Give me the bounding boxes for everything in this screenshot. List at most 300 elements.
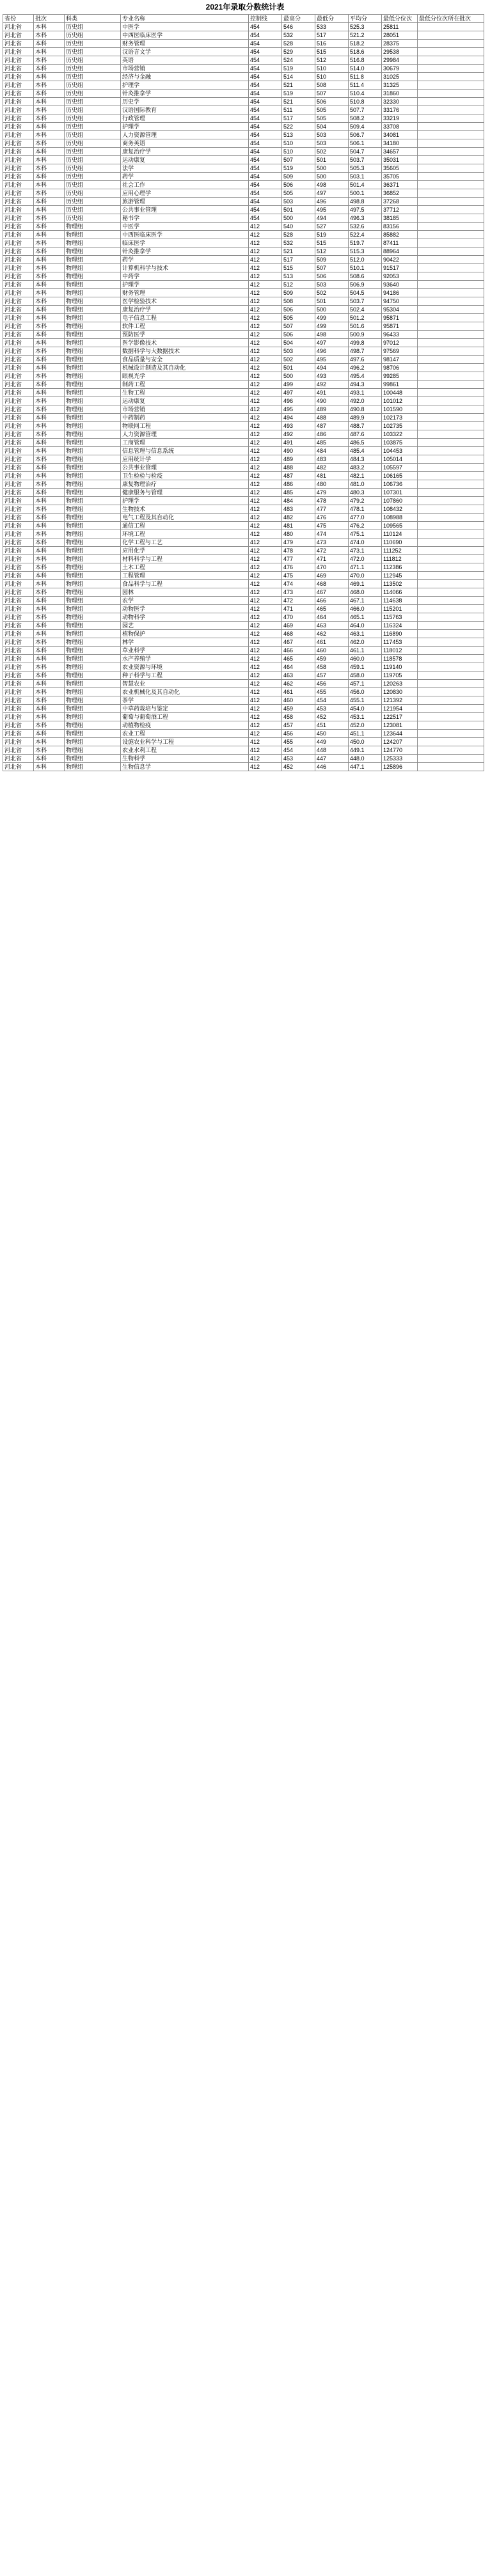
table-cell: 物理组 bbox=[65, 746, 121, 755]
table-cell: 412 bbox=[249, 763, 282, 771]
table-row bbox=[3, 98, 484, 106]
table-cell: 460 bbox=[315, 647, 349, 655]
table-cell: 507 bbox=[282, 322, 315, 331]
table-cell: 公共事业管理 bbox=[121, 206, 249, 214]
table-cell bbox=[418, 688, 484, 696]
table-row bbox=[3, 688, 484, 696]
table-cell: 河北省 bbox=[3, 580, 34, 588]
table-cell: 454 bbox=[249, 139, 282, 148]
table-cell: 中西医临床医学 bbox=[121, 231, 249, 239]
table-cell: 本科 bbox=[34, 622, 65, 630]
table-cell: 412 bbox=[249, 339, 282, 347]
table-cell: 465 bbox=[282, 655, 315, 663]
table-cell: 中药学 bbox=[121, 272, 249, 281]
table-cell: 450.0 bbox=[349, 738, 382, 746]
table-cell bbox=[418, 164, 484, 173]
table-cell: 物理组 bbox=[65, 514, 121, 522]
table-cell: 历史组 bbox=[65, 31, 121, 40]
table-cell: 物理组 bbox=[65, 489, 121, 497]
table-cell: 本科 bbox=[34, 489, 65, 497]
table-cell: 97012 bbox=[382, 339, 418, 347]
table-row bbox=[3, 547, 484, 555]
table-cell: 历史组 bbox=[65, 198, 121, 206]
table-cell: 454 bbox=[249, 214, 282, 223]
table-cell: 524 bbox=[282, 56, 315, 65]
table-cell: 412 bbox=[249, 372, 282, 381]
table-cell: 532 bbox=[282, 31, 315, 40]
table-cell: 446 bbox=[315, 763, 349, 771]
table-cell: 485.4 bbox=[349, 447, 382, 455]
table-cell: 123644 bbox=[382, 730, 418, 738]
table-cell: 498.7 bbox=[349, 347, 382, 356]
table-row bbox=[3, 397, 484, 405]
table-cell: 457.1 bbox=[349, 680, 382, 688]
table-cell: 101590 bbox=[382, 405, 418, 414]
table-cell: 497 bbox=[315, 339, 349, 347]
table-cell: 455 bbox=[282, 738, 315, 746]
table-cell bbox=[418, 90, 484, 98]
table-cell: 490 bbox=[315, 397, 349, 405]
table-cell: 物理组 bbox=[65, 289, 121, 297]
table-cell: 496.3 bbox=[349, 214, 382, 223]
table-cell: 459.1 bbox=[349, 663, 382, 671]
table-cell: 501.2 bbox=[349, 314, 382, 322]
table-cell bbox=[418, 206, 484, 214]
table-cell bbox=[418, 538, 484, 547]
table-cell: 500 bbox=[315, 173, 349, 181]
table-cell: 494 bbox=[282, 414, 315, 422]
table-cell: 本科 bbox=[34, 389, 65, 397]
table-row bbox=[3, 48, 484, 56]
table-cell: 材料科学与工程 bbox=[121, 555, 249, 563]
table-cell: 510.4 bbox=[349, 90, 382, 98]
table-cell: 物理组 bbox=[65, 580, 121, 588]
table-cell bbox=[418, 572, 484, 580]
table-cell: 412 bbox=[249, 630, 282, 638]
table-row bbox=[3, 322, 484, 331]
table-cell bbox=[418, 430, 484, 439]
table-row bbox=[3, 164, 484, 173]
table-cell bbox=[418, 630, 484, 638]
table-cell: 历史组 bbox=[65, 181, 121, 189]
table-cell: 447 bbox=[315, 755, 349, 763]
table-cell: 412 bbox=[249, 721, 282, 730]
table-cell: 河北省 bbox=[3, 164, 34, 173]
table-row bbox=[3, 156, 484, 164]
table-cell bbox=[418, 40, 484, 48]
table-cell: 521 bbox=[282, 81, 315, 90]
table-cell: 412 bbox=[249, 613, 282, 622]
table-cell: 118578 bbox=[382, 655, 418, 663]
table-cell: 35705 bbox=[382, 173, 418, 181]
table-cell: 464 bbox=[315, 613, 349, 622]
table-cell: 509 bbox=[282, 173, 315, 181]
table-cell: 517 bbox=[282, 256, 315, 264]
table-cell: 29984 bbox=[382, 56, 418, 65]
table-cell: 本科 bbox=[34, 56, 65, 65]
table-cell: 467 bbox=[282, 638, 315, 647]
table-row bbox=[3, 347, 484, 356]
table-cell: 478 bbox=[315, 497, 349, 505]
table-cell: 510 bbox=[282, 148, 315, 156]
table-cell: 物理组 bbox=[65, 755, 121, 763]
table-cell: 本科 bbox=[34, 331, 65, 339]
table-cell: 31860 bbox=[382, 90, 418, 98]
table-cell: 本科 bbox=[34, 223, 65, 231]
table-cell: 历史组 bbox=[65, 23, 121, 31]
table-cell bbox=[418, 189, 484, 198]
table-row bbox=[3, 514, 484, 522]
table-cell: 104453 bbox=[382, 447, 418, 455]
table-cell: 114066 bbox=[382, 588, 418, 597]
table-cell: 412 bbox=[249, 247, 282, 256]
column-header: 最低分 bbox=[315, 15, 349, 23]
table-cell: 护理学 bbox=[121, 123, 249, 131]
table-cell: 412 bbox=[249, 563, 282, 572]
table-cell: 本科 bbox=[34, 630, 65, 638]
table-cell: 475.1 bbox=[349, 530, 382, 538]
table-cell: 501 bbox=[282, 206, 315, 214]
table-row bbox=[3, 763, 484, 771]
table-cell: 本科 bbox=[34, 322, 65, 331]
table-cell: 物理组 bbox=[65, 314, 121, 322]
table-cell: 461.1 bbox=[349, 647, 382, 655]
table-cell: 412 bbox=[249, 322, 282, 331]
table-cell: 513 bbox=[282, 272, 315, 281]
table-cell: 物理组 bbox=[65, 721, 121, 730]
table-cell: 412 bbox=[249, 455, 282, 464]
table-row bbox=[3, 755, 484, 763]
table-cell: 河北省 bbox=[3, 173, 34, 181]
table-row bbox=[3, 223, 484, 231]
table-cell: 105597 bbox=[382, 464, 418, 472]
table-cell: 本科 bbox=[34, 514, 65, 522]
table-cell: 454 bbox=[249, 198, 282, 206]
table-cell: 河北省 bbox=[3, 347, 34, 356]
table-cell: 历史组 bbox=[65, 189, 121, 198]
table-cell: 473.1 bbox=[349, 547, 382, 555]
table-cell: 454 bbox=[249, 65, 282, 73]
table-cell: 532 bbox=[282, 239, 315, 247]
table-cell: 康复物理治疗 bbox=[121, 480, 249, 489]
table-cell: 土木工程 bbox=[121, 563, 249, 572]
table-cell: 110690 bbox=[382, 538, 418, 547]
table-cell: 物理组 bbox=[65, 522, 121, 530]
table-cell bbox=[418, 306, 484, 314]
table-cell: 本科 bbox=[34, 763, 65, 771]
table-cell: 河北省 bbox=[3, 447, 34, 455]
table-cell: 479.2 bbox=[349, 497, 382, 505]
table-cell: 本科 bbox=[34, 81, 65, 90]
table-cell: 物理组 bbox=[65, 231, 121, 239]
table-cell: 496.2 bbox=[349, 364, 382, 372]
table-cell: 34657 bbox=[382, 148, 418, 156]
table-cell: 河北省 bbox=[3, 372, 34, 381]
table-cell: 物理组 bbox=[65, 455, 121, 464]
table-cell bbox=[418, 314, 484, 322]
table-cell: 园艺 bbox=[121, 622, 249, 630]
table-row bbox=[3, 372, 484, 381]
table-cell: 453 bbox=[315, 705, 349, 713]
table-row bbox=[3, 173, 484, 181]
table-cell: 94186 bbox=[382, 289, 418, 297]
table-cell: 106165 bbox=[382, 472, 418, 480]
table-cell: 河北省 bbox=[3, 497, 34, 505]
table-cell: 454 bbox=[249, 23, 282, 31]
table-cell: 115201 bbox=[382, 605, 418, 613]
table-cell bbox=[418, 381, 484, 389]
table-cell: 507.7 bbox=[349, 106, 382, 114]
table-cell: 475 bbox=[282, 572, 315, 580]
table-cell: 河北省 bbox=[3, 464, 34, 472]
table-cell: 510.1 bbox=[349, 264, 382, 272]
table-cell: 历史组 bbox=[65, 65, 121, 73]
table-cell: 设施农业科学与工程 bbox=[121, 738, 249, 746]
table-cell: 河北省 bbox=[3, 663, 34, 671]
table-cell: 财务管理 bbox=[121, 289, 249, 297]
table-cell: 102173 bbox=[382, 414, 418, 422]
table-cell: 103875 bbox=[382, 439, 418, 447]
table-cell: 河北省 bbox=[3, 31, 34, 40]
table-cell: 516.8 bbox=[349, 56, 382, 65]
table-cell: 物理组 bbox=[65, 405, 121, 414]
table-cell: 护理学 bbox=[121, 497, 249, 505]
table-cell: 498 bbox=[315, 331, 349, 339]
table-cell: 河北省 bbox=[3, 622, 34, 630]
table-cell: 数据科学与大数据技术 bbox=[121, 347, 249, 356]
table-cell: 116890 bbox=[382, 630, 418, 638]
table-cell: 物理组 bbox=[65, 655, 121, 663]
table-cell: 454 bbox=[282, 746, 315, 755]
table-cell: 物理组 bbox=[65, 763, 121, 771]
table-row bbox=[3, 605, 484, 613]
table-cell: 493.1 bbox=[349, 389, 382, 397]
table-cell: 508 bbox=[315, 81, 349, 90]
table-cell bbox=[418, 148, 484, 156]
table-cell: 人力资源管理 bbox=[121, 430, 249, 439]
table-row bbox=[3, 264, 484, 272]
table-cell: 106736 bbox=[382, 480, 418, 489]
table-row bbox=[3, 73, 484, 81]
table-cell: 503 bbox=[315, 281, 349, 289]
table-cell: 119705 bbox=[382, 671, 418, 680]
table-cell: 物理组 bbox=[65, 680, 121, 688]
table-cell: 497.6 bbox=[349, 356, 382, 364]
table-cell bbox=[418, 580, 484, 588]
table-cell: 本科 bbox=[34, 339, 65, 347]
table-cell: 草业科学 bbox=[121, 647, 249, 655]
table-cell: 河北省 bbox=[3, 705, 34, 713]
table-cell: 412 bbox=[249, 405, 282, 414]
table-cell bbox=[418, 514, 484, 522]
table-cell: 471.1 bbox=[349, 563, 382, 572]
table-row bbox=[3, 389, 484, 397]
table-cell: 508 bbox=[282, 297, 315, 306]
table-cell: 本科 bbox=[34, 588, 65, 597]
table-cell: 本科 bbox=[34, 472, 65, 480]
table-cell: 河北省 bbox=[3, 23, 34, 31]
table-cell: 505 bbox=[282, 314, 315, 322]
table-cell bbox=[418, 31, 484, 40]
table-cell: 历史组 bbox=[65, 148, 121, 156]
table-cell: 511.8 bbox=[349, 73, 382, 81]
table-cell: 484 bbox=[315, 447, 349, 455]
table-row bbox=[3, 364, 484, 372]
table-cell: 水产养殖学 bbox=[121, 655, 249, 663]
table-cell bbox=[418, 173, 484, 181]
table-cell: 历史学 bbox=[121, 98, 249, 106]
table-cell: 河北省 bbox=[3, 522, 34, 530]
table-cell: 物理组 bbox=[65, 505, 121, 514]
table-cell: 474 bbox=[315, 530, 349, 538]
table-cell: 市场营销 bbox=[121, 405, 249, 414]
table-cell bbox=[418, 663, 484, 671]
table-cell bbox=[418, 48, 484, 56]
table-cell: 481 bbox=[282, 522, 315, 530]
column-header: 平均分 bbox=[349, 15, 382, 23]
table-cell: 521 bbox=[282, 247, 315, 256]
table-cell: 515 bbox=[315, 239, 349, 247]
table-cell: 河北省 bbox=[3, 56, 34, 65]
table-cell bbox=[418, 214, 484, 223]
table-cell: 454 bbox=[249, 56, 282, 65]
table-cell bbox=[418, 98, 484, 106]
table-cell: 本科 bbox=[34, 647, 65, 655]
table-cell: 508.2 bbox=[349, 114, 382, 123]
table-cell: 汉语言文学 bbox=[121, 48, 249, 56]
table-cell: 87411 bbox=[382, 239, 418, 247]
table-cell: 物理组 bbox=[65, 372, 121, 381]
table-cell: 412 bbox=[249, 331, 282, 339]
table-row bbox=[3, 339, 484, 347]
table-row bbox=[3, 746, 484, 755]
table-cell: 476 bbox=[282, 563, 315, 572]
table-cell: 486 bbox=[282, 480, 315, 489]
table-cell: 历史组 bbox=[65, 131, 121, 139]
table-cell bbox=[418, 480, 484, 489]
table-cell: 河北省 bbox=[3, 156, 34, 164]
table-cell bbox=[418, 605, 484, 613]
table-cell: 河北省 bbox=[3, 630, 34, 638]
table-row bbox=[3, 90, 484, 98]
table-cell bbox=[418, 281, 484, 289]
table-row bbox=[3, 447, 484, 455]
table-cell: 522.4 bbox=[349, 231, 382, 239]
table-cell: 河北省 bbox=[3, 613, 34, 622]
table-cell: 412 bbox=[249, 713, 282, 721]
table-cell: 494 bbox=[315, 214, 349, 223]
table-cell: 本科 bbox=[34, 605, 65, 613]
table-cell: 517 bbox=[282, 114, 315, 123]
table-cell: 88964 bbox=[382, 247, 418, 256]
table-row bbox=[3, 405, 484, 414]
table-cell: 健康服务与管理 bbox=[121, 489, 249, 497]
table-cell: 540 bbox=[282, 223, 315, 231]
table-cell: 515.3 bbox=[349, 247, 382, 256]
table-row bbox=[3, 56, 484, 65]
table-cell: 476 bbox=[315, 514, 349, 522]
table-cell: 物理组 bbox=[65, 622, 121, 630]
column-header: 批次 bbox=[34, 15, 65, 23]
table-cell bbox=[418, 447, 484, 455]
table-row bbox=[3, 638, 484, 647]
table-cell: 497 bbox=[282, 389, 315, 397]
table-cell: 452 bbox=[315, 713, 349, 721]
table-cell: 412 bbox=[249, 522, 282, 530]
table-cell: 518.2 bbox=[349, 40, 382, 48]
table-cell: 河北省 bbox=[3, 422, 34, 430]
table-cell: 517 bbox=[315, 31, 349, 40]
table-row bbox=[3, 231, 484, 239]
table-cell: 516 bbox=[315, 40, 349, 48]
table-cell: 历史组 bbox=[65, 73, 121, 81]
table-cell: 物理组 bbox=[65, 364, 121, 372]
table-cell: 412 bbox=[249, 730, 282, 738]
table-cell: 487 bbox=[282, 472, 315, 480]
table-cell: 476.2 bbox=[349, 522, 382, 530]
table-cell: 中草药栽培与鉴定 bbox=[121, 705, 249, 713]
table-cell: 物理组 bbox=[65, 381, 121, 389]
table-cell: 473 bbox=[282, 588, 315, 597]
table-cell: 412 bbox=[249, 422, 282, 430]
table-cell bbox=[418, 347, 484, 356]
table-cell: 物理组 bbox=[65, 663, 121, 671]
table-cell: 451 bbox=[315, 721, 349, 730]
table-cell: 452.0 bbox=[349, 721, 382, 730]
table-cell: 本科 bbox=[34, 264, 65, 272]
table-cell: 479 bbox=[282, 538, 315, 547]
table-cell: 468 bbox=[315, 580, 349, 588]
table-cell: 412 bbox=[249, 480, 282, 489]
table-cell: 506 bbox=[282, 306, 315, 314]
table-cell: 河北省 bbox=[3, 472, 34, 480]
table-cell: 412 bbox=[249, 314, 282, 322]
table-cell: 河北省 bbox=[3, 381, 34, 389]
table-cell: 492.0 bbox=[349, 397, 382, 405]
table-cell: 环境工程 bbox=[121, 530, 249, 538]
table-cell: 412 bbox=[249, 264, 282, 272]
table-row bbox=[3, 555, 484, 563]
table-cell: 412 bbox=[249, 414, 282, 422]
table-row bbox=[3, 114, 484, 123]
table-cell: 河北省 bbox=[3, 223, 34, 231]
table-cell: 512 bbox=[282, 281, 315, 289]
table-cell: 中医学 bbox=[121, 223, 249, 231]
table-cell: 本科 bbox=[34, 90, 65, 98]
table-cell: 488 bbox=[315, 414, 349, 422]
table-cell: 30679 bbox=[382, 65, 418, 73]
table-cell: 482 bbox=[315, 464, 349, 472]
table-cell: 物理组 bbox=[65, 613, 121, 622]
table-row bbox=[3, 331, 484, 339]
table-cell: 125896 bbox=[382, 763, 418, 771]
table-cell: 528 bbox=[282, 231, 315, 239]
table-cell: 107860 bbox=[382, 497, 418, 505]
table-cell: 商务英语 bbox=[121, 139, 249, 148]
table-cell bbox=[418, 721, 484, 730]
table-cell: 480 bbox=[282, 530, 315, 538]
table-cell: 秘书学 bbox=[121, 214, 249, 223]
table-cell: 93640 bbox=[382, 281, 418, 289]
table-cell: 454 bbox=[249, 81, 282, 90]
table-row bbox=[3, 189, 484, 198]
table-cell: 467 bbox=[315, 588, 349, 597]
table-row bbox=[3, 131, 484, 139]
table-row bbox=[3, 464, 484, 472]
table-cell: 河北省 bbox=[3, 755, 34, 763]
table-cell: 454 bbox=[249, 148, 282, 156]
table-cell: 515 bbox=[315, 48, 349, 56]
